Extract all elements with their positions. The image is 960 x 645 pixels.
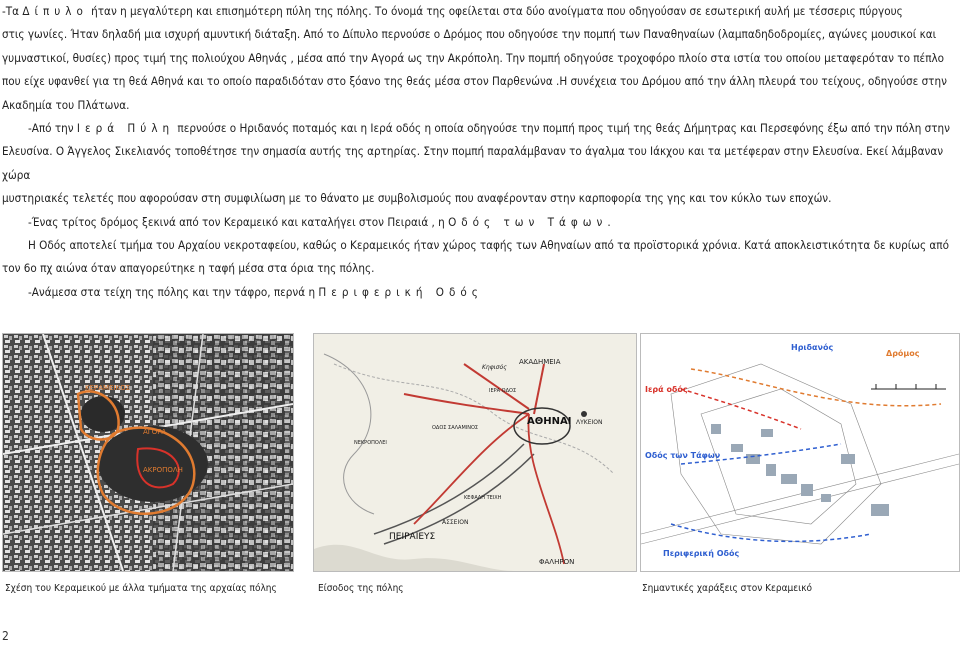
spaced-term: Περιφερική Οδός xyxy=(318,284,483,299)
kerameikos-plan-image xyxy=(641,334,959,571)
plan-label-odos-tafon: Οδός των Τάφων xyxy=(645,451,721,460)
map-label-faliron: ΦΑΛΗΡΟΝ xyxy=(539,558,575,566)
spaced-term: Ιερά Πύλη xyxy=(76,121,175,136)
historic-map-image xyxy=(314,334,636,571)
paragraph-p1 xyxy=(2,0,958,117)
paragraph-p4 xyxy=(2,234,958,281)
text-line xyxy=(2,94,958,117)
text-line xyxy=(2,140,958,187)
text-line xyxy=(2,257,958,280)
spaced-term: Δίπυλο xyxy=(22,4,88,18)
caption-historic-map: Είσοδος της πόλης xyxy=(318,583,404,594)
text-run: τον 6ο πχ αιώνα όταν απαγορεύτηκε η ταφή μέσα στα όρια της πόλης. xyxy=(2,261,375,276)
text-run: -Ανάμεσα στα τείχη της πόλης και την τάφρο, περνά η xyxy=(28,284,319,299)
map-label-agora: ΑΓΟΡΑ xyxy=(143,428,167,436)
text-run: ήταν η μεγαλύτερη και επισημότερη πύλη της πόλης. Το όνομά της οφείλεται στα δύο ανοίγματα που οδηγούσαν σε εσωτερική αυλή με τέσσερις πύργους xyxy=(87,4,903,18)
plan-label-dromos: Δρόμος xyxy=(886,349,920,358)
figure-kerameikos-plan xyxy=(640,333,960,572)
text-line xyxy=(2,211,958,234)
map-label-akademeia: ΑΚΑΔΗΜΕΙΑ xyxy=(519,358,561,366)
paragraph-p3 xyxy=(2,211,958,234)
text-run: περνούσε ο Ηριδανός ποταμός και η Ιερά οδός η οποία οδηγούσε την πομπή προς τιμή της θεάς Δήμητρας και Περσεφόνης έξω από την πόλη στην xyxy=(174,121,950,136)
plan-label-eridanos: Ηριδανός xyxy=(791,343,834,352)
text-run: . xyxy=(607,214,611,229)
map-label-acropolis: ΑΚΡΟΠΟΛΗ xyxy=(143,466,183,474)
map-label-kerameikos: ΚΕΡΑΜΕΙΚΟΣ xyxy=(85,384,131,392)
text-run: Ελευσίνα. Ο Άγγελος Σικελιανός τοποθέτησε την σημασία αυτής της αρτηρίας. Στην πομπή παραλάμβαναν το άγαλμα του Ιάκχου και τα μετέφεραν στην Ελευσίνα. Εκεί λάμβαναν χώρα xyxy=(2,144,944,182)
text-run: που είχε υφανθεί για τη θεά Αθηνά και το οποίο παραδιδόταν στο ξόανο της θεάς μέσα στον Παρθενώνα .Η συνέχεια του Δρόμου από την άλλη πλευρά του τείχους, οδηγούσε στην xyxy=(2,74,947,89)
plan-label-perifereiaki: Περιφερική Οδός xyxy=(663,549,740,558)
plan-label-iera-odos: Ιερά οδός xyxy=(645,385,688,394)
text-run: μυστηριακές τελετές που αφορούσαν στη συμφιλίωση με το θάνατο με συμβολισμούς που αναφέρονταν στην καρποφορία της γης και τον κύκλο των εποχών. xyxy=(2,191,832,206)
text-line xyxy=(2,187,958,210)
caption-aerial-map: Σχέση του Κεραμεικού με άλλα τμήματα της αρχαίας πόλης xyxy=(5,583,277,594)
spaced-term: Οδός των Τάφων xyxy=(448,214,608,229)
text-line xyxy=(2,47,958,70)
map-label-piraeus: ΠΕΙΡΑΙΕΥΣ xyxy=(389,532,436,542)
text-run: γυμναστικοί, θυσίες) προς τιμή της πολιούχου Αθηνάς , μέσα από την Αγορά ως την Ακρόπολη. Την πομπή οδηγούσε τροχοφόρο πλοίο στα ιστία του οποίου μεταφερόταν το πέπλο xyxy=(2,50,945,65)
map-label-iera-odos: ΙΕΡΑ ΟΔΟΣ xyxy=(489,388,517,394)
figure-historic-map xyxy=(313,333,637,572)
map-label-salaminos: ΟΔΟΣ ΣΑΛΑΜΙΝΟΣ xyxy=(432,425,479,431)
text-line xyxy=(2,234,958,257)
text-line xyxy=(2,0,958,23)
map-label-nekropoli: ΝΕΚΡΟΠΟΛΕΙ xyxy=(354,440,387,446)
aerial-map-image xyxy=(3,334,293,571)
page-number: 2 xyxy=(2,629,9,643)
map-label-kifisos: Κηφισός xyxy=(482,364,507,371)
map-label-asseion: ΑΣΣΕΙΟΝ xyxy=(442,519,469,526)
text-line xyxy=(2,70,958,93)
text-line xyxy=(2,117,958,140)
text-run: -Τα xyxy=(2,4,23,18)
text-run: -Από την xyxy=(28,121,77,136)
paragraph-p2 xyxy=(2,117,958,211)
map-label-long-walls: ΚΕΦΑΛΗ ΤΕΙΧΗ xyxy=(464,495,502,501)
text-run: Η Οδός αποτελεί τμήμα του Αρχαίου νεκροταφείου, καθώς ο Κεραμεικός ήταν χώρος ταφής των Αθηναίων από τα προϊστορικά χρόνια. Κατά αποκλειστικότητα δε κυρίως από xyxy=(28,238,949,253)
text-run: -Ένας τρίτος δρόμος ξεκινά από τον Κεραμεικό και καταλήγει στον Πειραιά , η xyxy=(28,214,449,229)
text-run: στις γωνίες. Ήταν δηλαδή μια ισχυρή αμυντική διάταξη. Από το Δίπυλο περνούσε ο Δρόμος που οδηγούσε την πομπή των Παναθηναίων (λαμπαδηδοδρομίες, αγώνες μουσικοί και xyxy=(2,27,937,42)
map-label-lykeion: ΛΥΚΕΙΟΝ xyxy=(576,419,603,426)
text-run: Ακαδημία του Πλάτωνα. xyxy=(2,97,130,112)
map-label-athens: ΑΘΗΝΑΙ xyxy=(527,416,572,427)
figure-aerial-map xyxy=(2,333,294,572)
text-line xyxy=(2,23,958,46)
text-line xyxy=(2,281,958,304)
caption-kerameikos-plan: Σημαντικές χαράξεις στον Κεραμεικό xyxy=(642,583,812,594)
paragraph-p5 xyxy=(2,281,958,304)
body-text xyxy=(2,0,958,304)
